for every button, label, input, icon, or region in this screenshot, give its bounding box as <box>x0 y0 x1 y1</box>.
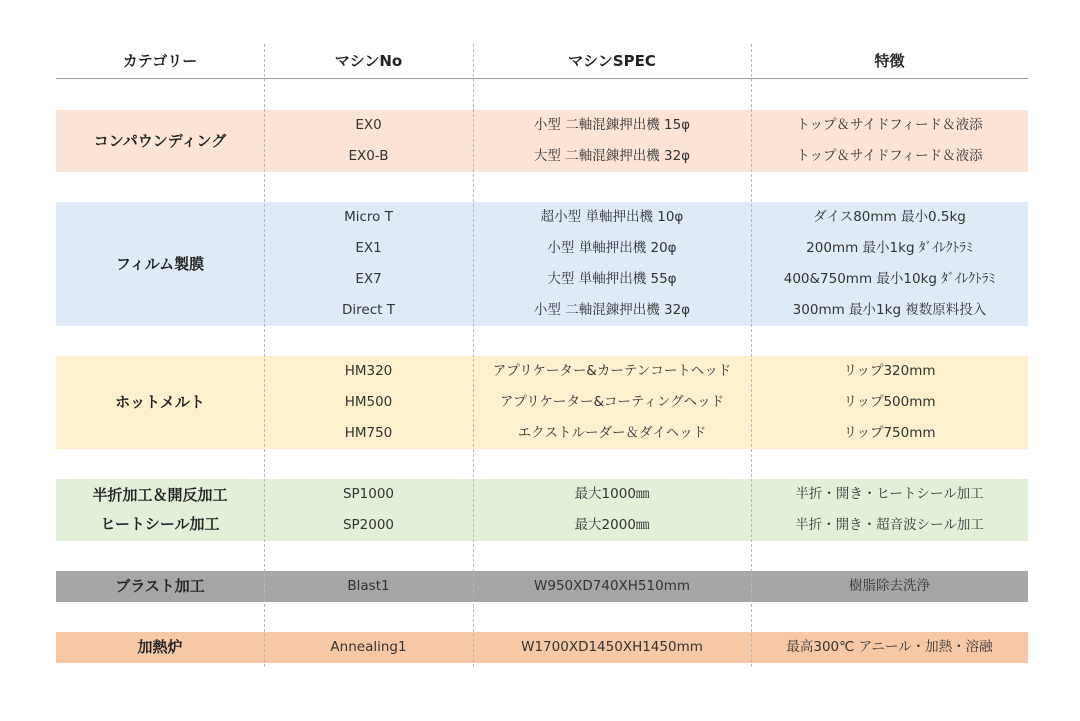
machine-spec-cell: エクストルーダー＆ダイヘッド <box>517 425 707 441</box>
feature-cell: 最高300℃ アニール・加熱・溶融 <box>786 639 993 655</box>
feature-cell: リップ750mm <box>843 425 936 441</box>
category-group <box>56 356 1028 449</box>
machine-spec-cell: W1700XD1450XH1450mm <box>521 639 703 655</box>
feature-cell: リップ320mm <box>843 363 936 379</box>
feature-cell: 200mm 最小1kg ﾀﾞｲﾚｸﾄﾗﾐ <box>806 240 973 256</box>
machine-spec-cell: アプリケーター&コーティングヘッド <box>499 394 725 410</box>
machine-no-cell: EX0 <box>355 117 382 133</box>
feature-cell: ダイス80mm 最小0.5kg <box>813 209 966 225</box>
group-spacer <box>56 541 1028 571</box>
category-line: 加熱炉 <box>137 638 183 656</box>
table-row <box>56 295 1028 326</box>
machine-no-cell: Direct T <box>342 302 395 318</box>
table-header <box>56 44 1028 79</box>
group-spacer <box>56 79 1028 110</box>
machine-no-cell: EX0-B <box>348 148 389 164</box>
machine-no-cell: SP2000 <box>342 517 395 533</box>
feature-cell: 300mm 最小1kg 複数原料投入 <box>792 302 987 318</box>
machine-spec-cell: 小型 単軸押出機 20φ <box>547 240 677 256</box>
category-group <box>56 632 1028 663</box>
equipment-table <box>56 44 1028 663</box>
category-line: コンパウンディング <box>93 131 227 150</box>
machine-spec-cell: 小型 二軸混錬押出機 32φ <box>533 302 691 318</box>
feature-cell: 半折・開き・ヒートシール加工 <box>795 486 984 502</box>
category-line: ブラスト加工 <box>115 577 205 595</box>
category-group <box>56 110 1028 172</box>
group-spacer <box>56 602 1028 632</box>
category-line: 半折加工＆開反加工 <box>92 486 228 504</box>
header-machine-spec: マシンSPEC <box>568 52 656 70</box>
machine-no-cell: Annealing1 <box>330 639 407 655</box>
table-row <box>56 510 1028 541</box>
feature-cell: 樹脂除去洗浄 <box>849 578 930 594</box>
column-divider <box>751 44 752 667</box>
machine-no-cell: Blast1 <box>347 578 390 594</box>
group-spacer <box>56 449 1028 479</box>
machine-no-cell: HM750 <box>344 425 393 441</box>
machine-no-cell: SP1000 <box>342 486 395 502</box>
feature-cell: リップ500mm <box>843 394 936 410</box>
machine-no-cell: EX7 <box>355 271 382 287</box>
machine-spec-cell: 最大1000㎜ <box>574 486 650 502</box>
table-body <box>56 79 1028 663</box>
table-row <box>56 356 1028 387</box>
machine-no-cell: HM320 <box>344 363 393 379</box>
column-divider <box>264 44 265 667</box>
machine-no-cell: HM500 <box>344 394 393 410</box>
feature-cell: トップ＆サイドフィード＆液添 <box>796 117 983 133</box>
feature-cell: トップ＆サイドフィード＆液添 <box>796 148 983 164</box>
machine-spec-cell: 大型 二軸混錬押出機 32φ <box>533 148 691 164</box>
header-features: 特徴 <box>874 52 905 70</box>
header-category: カテゴリー <box>122 52 198 70</box>
table-row <box>56 264 1028 295</box>
table-row <box>56 387 1028 418</box>
feature-cell: 半折・開き・超音波シール加工 <box>795 517 984 533</box>
machine-spec-cell: 小型 二軸混錬押出機 15φ <box>533 117 691 133</box>
header-machine-no: マシンNo <box>334 52 403 70</box>
category-group <box>56 202 1028 326</box>
table-row <box>56 141 1028 172</box>
table-row <box>56 571 1028 602</box>
machine-spec-cell: W950XD740XH510mm <box>534 578 690 594</box>
group-spacer <box>56 172 1028 202</box>
column-divider <box>473 44 474 667</box>
category-group <box>56 571 1028 602</box>
category-line: フィルム製膜 <box>115 254 205 273</box>
category-group <box>56 479 1028 541</box>
table-row <box>56 632 1028 663</box>
machine-no-cell: Micro T <box>344 209 393 225</box>
category-line: ホットメルト <box>115 393 205 411</box>
table-row <box>56 202 1028 233</box>
table-row <box>56 418 1028 449</box>
machine-spec-cell: 最大2000㎜ <box>574 517 650 533</box>
machine-spec-cell: 超小型 単軸押出機 10φ <box>540 209 684 225</box>
table-row <box>56 479 1028 510</box>
group-spacer <box>56 326 1028 356</box>
feature-cell: 400&750mm 最小10kg ﾀﾞｲﾚｸﾄﾗﾐ <box>783 271 996 287</box>
category-line: ヒートシール加工 <box>100 515 220 533</box>
machine-spec-cell: 大型 単軸押出機 55φ <box>547 271 677 287</box>
machine-spec-cell: アプリケーター&カーテンコートヘッド <box>492 363 732 379</box>
machine-no-cell: EX1 <box>355 240 382 256</box>
table-row <box>56 233 1028 264</box>
table-row <box>56 110 1028 141</box>
